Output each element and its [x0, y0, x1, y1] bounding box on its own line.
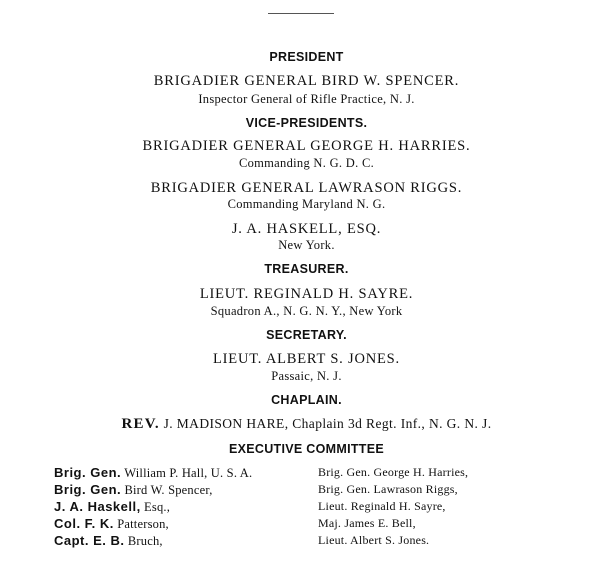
committee-member [54, 515, 252, 532]
treasurer-heading: TREASURER. [264, 262, 349, 276]
committee-member: Maj. James E. Bell, [318, 516, 416, 530]
president-title: Inspector General of Rifle Practice, N. J. [198, 92, 415, 106]
chaplain-prefix: REV. [121, 416, 160, 432]
chaplain-name: J. MADISON HARE, Chaplain 3d Regt. Inf., N. G. N. J. [159, 416, 492, 431]
committee-left-column [54, 464, 252, 549]
member-name: Esq., [140, 500, 171, 514]
member-name: Bruch, [124, 534, 163, 548]
member-rank: Brig. Gen. [54, 465, 122, 480]
committee-member: Lieut. Albert S. Jones. [318, 533, 430, 547]
vice-president-title: Commanding N. G. D. C. [238, 156, 375, 170]
committee-right-column [318, 464, 468, 549]
committee-member [54, 532, 252, 549]
member-name: William P. Hall, U. S. A. [121, 466, 253, 480]
secretary-name: LIEUT. ALBERT S. JONES. [213, 351, 400, 367]
committee-member: Brig. Gen. Lawrason Riggs, [318, 482, 458, 496]
vice-president-name: BRIGADIER GENERAL LAWRASON RIGGS. [150, 180, 463, 196]
president-name: BRIGADIER GENERAL BIRD W. SPENCER. [153, 73, 460, 89]
chaplain-heading: CHAPLAIN. [271, 393, 342, 407]
member-rank: Brig. Gen. [54, 482, 122, 497]
committee-member: Brig. Gen. George H. Harries, [318, 465, 469, 479]
secretary-title: Passaic, N. J. [271, 369, 342, 383]
committee-member [54, 464, 252, 481]
committee-member [54, 498, 252, 515]
secretary-heading: SECRETARY. [266, 328, 347, 342]
committee-member [54, 481, 252, 498]
treasurer-title: Squadron A., N. G. N. Y., New York [210, 304, 403, 318]
member-rank: Capt. E. B. [54, 533, 125, 548]
member-rank: J. A. Haskell, [54, 499, 141, 514]
vice-presidents-heading: VICE-PRESIDENTS. [245, 116, 368, 130]
executive-committee-heading: EXECUTIVE COMMITTEE [228, 442, 385, 456]
member-name: Patterson, [113, 517, 169, 531]
vice-president-name: J. A. HASKELL, ESQ. [231, 221, 382, 237]
treasurer-name: LIEUT. REGINALD H. SAYRE. [199, 286, 414, 302]
president-heading: PRESIDENT [269, 50, 344, 64]
vice-president-title: New York. [278, 238, 335, 252]
top-divider [268, 13, 334, 14]
committee-member: Lieut. Reginald H. Sayre, [318, 499, 446, 513]
vice-president-name: BRIGADIER GENERAL GEORGE H. HARRIES. [142, 138, 471, 154]
chaplain-line [0, 416, 613, 433]
vice-president-title: Commanding Maryland N. G. [227, 197, 386, 211]
member-rank: Col. F. K. [54, 516, 114, 531]
member-name: Bird W. Spencer, [121, 483, 213, 497]
